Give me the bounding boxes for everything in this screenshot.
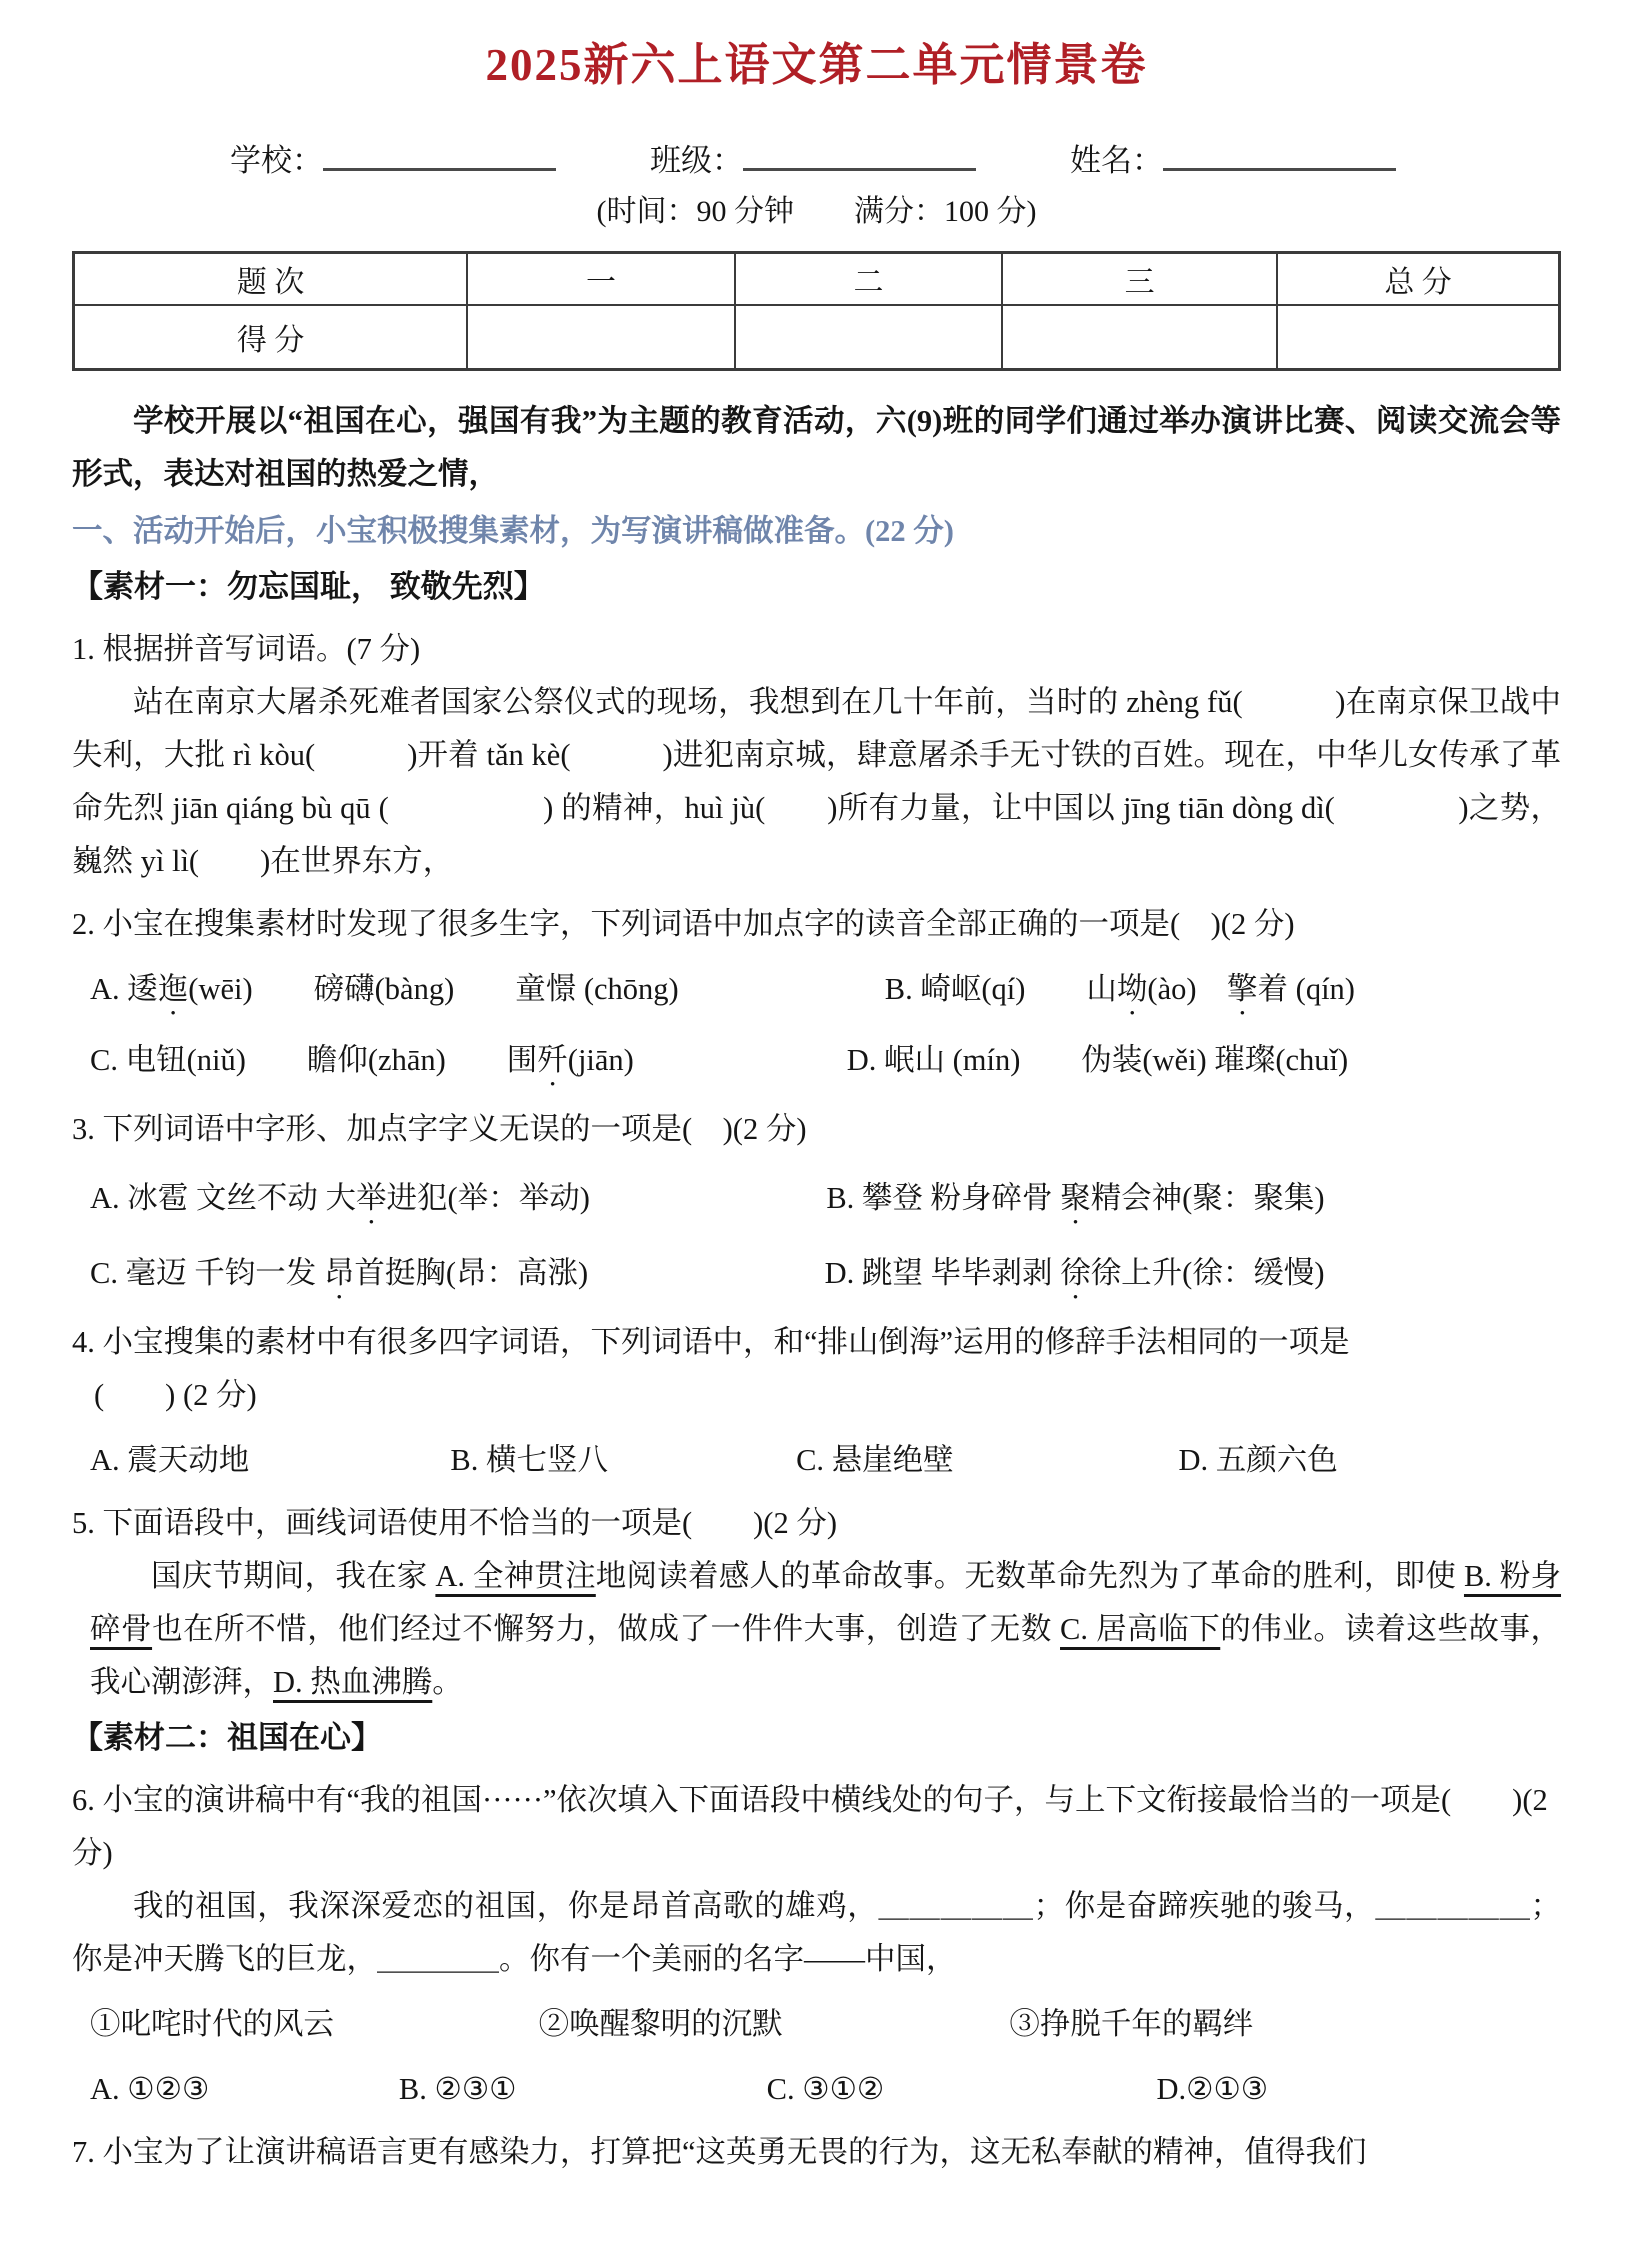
q4-stem: 4. 小宝搜集的素材中有很多四字词语，下列词语中，和“排山倒海”运用的修辞手法相同的一项是 bbox=[72, 1325, 1350, 1359]
page-title: 2025新六上语文第二单元情景卷 bbox=[485, 40, 1148, 90]
q6-item-3: ③挣脱千年的羁绊 bbox=[1009, 2007, 1254, 2041]
q1-passage: 站在南京大屠杀死难者国家公祭仪式的现场，我想到在几十年前，当时的 zhèng fǔ( )在南京保卫战中失利，大批 rì kòu( )开着 tǎn kè( )进犯南京城，肆意屠杀手无寸铁的百姓。现在，中华儿女传承了革命先烈 jiān qiáng bù qū ( ) 的精神，huì jù( )所有力量，让中国以 jīng tiān dòng dì( )之势，巍然 yì lì( )在世界东方， bbox=[72, 685, 1561, 878]
q2-option-b: B. 崎岖(qí) 山坳(ào) 擎着 (qín) bbox=[884, 972, 1355, 1006]
score-table bbox=[72, 251, 1561, 371]
q4-option-d: D. 五颜六色 bbox=[1178, 1443, 1338, 1477]
score-cell-one bbox=[467, 305, 734, 370]
q4-option-a: A. 震天动地 bbox=[90, 1443, 250, 1477]
q6-option-a: A. ①②③ bbox=[90, 2072, 210, 2106]
q2-option-a: A. 逶迤(wēi) 磅礴(bàng) 童憬 (chōng) bbox=[90, 972, 679, 1006]
q3-option-d: D. 跳望 毕毕剥剥 徐徐上升(徐：缓慢) bbox=[824, 1256, 1325, 1290]
exam-meta: (时间：90 分钟 满分：100 分) bbox=[596, 195, 1037, 228]
q4-option-c: C. 悬崖绝壁 bbox=[796, 1443, 954, 1477]
q6-passage: 我的祖国，我深深爱恋的祖国，你是昂首高歌的雄鸡，＿＿＿＿＿；你是奋蹄疾驰的骏马，＿＿＿＿＿；你是冲天腾飞的巨龙，＿＿＿＿。你有一个美丽的名字——中国， bbox=[72, 1889, 1561, 1976]
score-cell-total bbox=[1277, 305, 1559, 370]
name-label: 姓名： bbox=[1070, 143, 1163, 178]
q7-stem: 7. 小宝为了让演讲稿语言更有感染力，打算把“这英勇无畏的行为，这无私奉献的精神，值得我们 bbox=[72, 2135, 1367, 2169]
q2-option-c: C. 电钮(niǔ) 瞻仰(zhān) 围歼(jiān) bbox=[90, 1043, 634, 1077]
q5-passage: 国庆节期间，我在家 A. 全神贯注地阅读着感人的革命故事。无数革命先烈为了革命的胜利，即使 B. 粉身碎骨也在所不惜，他们经过不懈努力，做成了一件件大事，创造了无数 C. 居高临下的伟业。读着这些故事，我心潮澎湃，D. 热血沸腾。 bbox=[90, 1559, 1562, 1699]
school-blank-line bbox=[323, 138, 556, 171]
q4-answer-paren: ( ) (2 分) bbox=[94, 1378, 257, 1412]
score-table-header-row bbox=[74, 253, 1560, 306]
q6-sentence-items-row bbox=[72, 1998, 1561, 2051]
q6-stem: 6. 小宝的演讲稿中有“我的祖国······”依次填入下面语段中横线处的句子，与上下文衔接最恰当的一项是( )(2 分) bbox=[72, 1783, 1548, 1870]
q2-option-d: D. 岷山 (mín) 伪装(wěi) 璀璨(chuǐ) bbox=[846, 1043, 1349, 1077]
q6-option-b: B. ②③① bbox=[398, 2072, 517, 2106]
name-blank-line bbox=[1163, 138, 1396, 171]
q6-item-1: ①叱咤时代的风云 bbox=[90, 2007, 334, 2041]
student-info-row bbox=[230, 138, 1561, 181]
q3-options-row-2 bbox=[72, 1247, 1561, 1306]
score-table-header-timu: 题 次 bbox=[74, 253, 468, 306]
name-field bbox=[1070, 138, 1396, 181]
school-label: 学校： bbox=[230, 143, 323, 178]
material-one-heading: 【素材一：勿忘国耻， 致敬先烈】 bbox=[72, 569, 545, 604]
score-table-header-total: 总 分 bbox=[1277, 253, 1559, 306]
score-cell-three bbox=[1002, 305, 1277, 370]
q6-option-d: D.②①③ bbox=[1156, 2072, 1269, 2106]
q5-stem: 5. 下面语段中，画线词语使用不恰当的一项是( )(2 分) bbox=[72, 1506, 838, 1540]
score-row-label: 得 分 bbox=[74, 305, 468, 370]
score-table-header-two: 二 bbox=[735, 253, 1002, 306]
score-cell-two bbox=[735, 305, 1002, 370]
score-table-header-three: 三 bbox=[1002, 253, 1277, 306]
q2-options-row-2 bbox=[72, 1034, 1561, 1093]
q3-stem: 3. 下列词语中字形、加点字字义无误的一项是( )(2 分) bbox=[72, 1112, 807, 1146]
q6-option-c: C. ③①② bbox=[766, 2072, 885, 2106]
q3-option-a: A. 冰雹 文丝不动 大举进犯(举：举动) bbox=[90, 1181, 590, 1215]
material-two-heading: 【素材二：祖国在心】 bbox=[72, 1720, 382, 1755]
q3-option-b: B. 攀登 粉身碎骨 聚精会神(聚：聚集) bbox=[826, 1181, 1325, 1215]
q6-options-row bbox=[72, 2063, 1561, 2116]
intro-paragraph: 学校开展以“祖国在心，强国有我”为主题的教育活动，六(9)班的同学们通过举办演讲比赛、阅读交流会等形式，表达对祖国的热爱之情， bbox=[72, 404, 1561, 491]
q4-option-b: B. 横七竖八 bbox=[450, 1443, 608, 1477]
class-field bbox=[650, 138, 976, 181]
q2-options-row-1 bbox=[72, 963, 1561, 1022]
q4-options-row bbox=[72, 1434, 1561, 1487]
score-table-header-one: 一 bbox=[467, 253, 734, 306]
q3-option-c: C. 毫迈 千钧一发 昂首挺胸(昂：高涨) bbox=[90, 1256, 589, 1290]
score-table-score-row bbox=[74, 305, 1560, 370]
section-one-heading: 一、活动开始后，小宝积极搜集素材，为写演讲稿做准备。(22 分) bbox=[72, 514, 954, 548]
class-label: 班级： bbox=[650, 143, 743, 178]
q1-stem: 1. 根据拼音写词语。(7 分) bbox=[72, 632, 421, 666]
class-blank-line bbox=[743, 138, 976, 171]
school-field bbox=[230, 138, 556, 181]
q3-options-row-1 bbox=[72, 1172, 1561, 1231]
q6-item-2: ②唤醒黎明的沉默 bbox=[538, 2007, 783, 2041]
q2-stem: 2. 小宝在搜集素材时发现了很多生字，下列词语中加点字的读音全部正确的一项是( )(2 分) bbox=[72, 907, 1295, 941]
